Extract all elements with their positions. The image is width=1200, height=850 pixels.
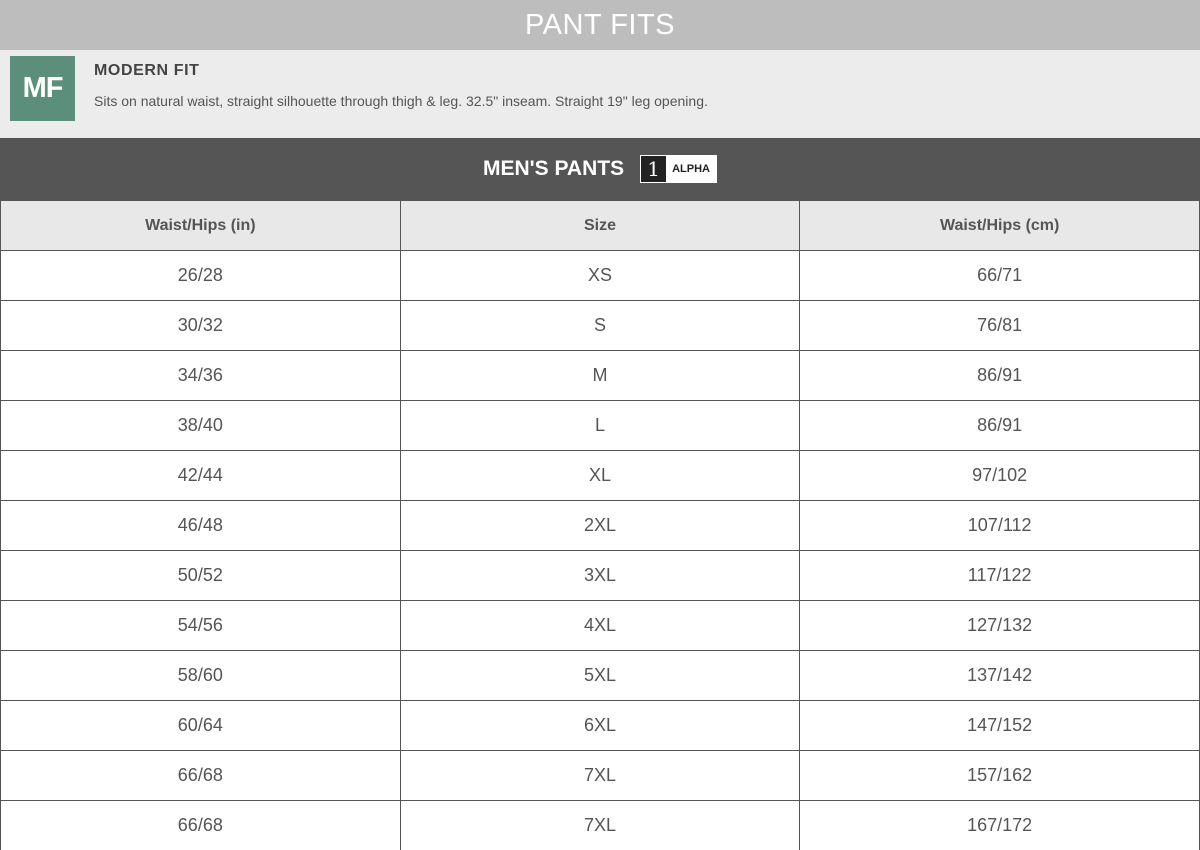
cell-waist-cm: 86/91 (800, 401, 1200, 451)
section-title: MEN'S PANTS (482, 157, 625, 180)
cell-size: M (400, 351, 800, 401)
table-row (1, 351, 1200, 401)
cell-waist-in: 30/32 (1, 301, 401, 351)
cell-waist-in: 58/60 (1, 651, 401, 701)
column-header-size: Size (400, 201, 800, 251)
table-header-row (1, 201, 1200, 251)
cell-size: XS (400, 251, 800, 301)
fit-description: Sits on natural waist, straight silhouette through thigh & leg. 32.5" inseam. Straight 19" leg opening. (94, 93, 708, 109)
cell-waist-in: 66/68 (1, 801, 401, 850)
table-row (1, 401, 1200, 451)
cell-waist-in: 50/52 (1, 551, 401, 601)
size-table (0, 200, 1200, 850)
table-row (1, 801, 1200, 850)
cell-size: 2XL (400, 501, 800, 551)
sizing-tag-label: ALPHA (666, 156, 716, 182)
cell-size: XL (400, 451, 800, 501)
fit-badge-icon: MF (10, 56, 75, 121)
cell-waist-in: 38/40 (1, 401, 401, 451)
cell-waist-in: 54/56 (1, 601, 401, 651)
table-row (1, 701, 1200, 751)
cell-size: 4XL (400, 601, 800, 651)
table-row (1, 551, 1200, 601)
cell-waist-cm: 107/112 (800, 501, 1200, 551)
cell-size: 6XL (400, 701, 800, 751)
cell-waist-cm: 127/132 (800, 601, 1200, 651)
cell-size: S (400, 301, 800, 351)
cell-waist-in: 46/48 (1, 501, 401, 551)
fit-name: MODERN FIT (94, 62, 200, 79)
page-title: PANT FITS (524, 8, 676, 41)
cell-waist-cm: 86/91 (800, 351, 1200, 401)
cell-waist-in: 26/28 (1, 251, 401, 301)
table-row (1, 251, 1200, 301)
cell-size: 7XL (400, 801, 800, 850)
cell-waist-cm: 167/172 (800, 801, 1200, 850)
cell-size: L (400, 401, 800, 451)
title-bar (0, 0, 1200, 50)
section-header (0, 138, 1200, 200)
cell-waist-cm: 66/71 (800, 251, 1200, 301)
sizing-tag-number: 1 (641, 156, 666, 182)
cell-waist-cm: 157/162 (800, 751, 1200, 801)
cell-waist-in: 60/64 (1, 701, 401, 751)
cell-waist-cm: 76/81 (800, 301, 1200, 351)
cell-waist-in: 34/36 (1, 351, 401, 401)
cell-waist-cm: 147/152 (800, 701, 1200, 751)
table-row (1, 751, 1200, 801)
table-row (1, 651, 1200, 701)
sizing-tag (640, 155, 717, 183)
cell-waist-cm: 137/142 (800, 651, 1200, 701)
column-header-waist-cm: Waist/Hips (cm) (800, 201, 1200, 251)
cell-waist-in: 42/44 (1, 451, 401, 501)
cell-size: 5XL (400, 651, 800, 701)
table-row (1, 451, 1200, 501)
cell-waist-in: 66/68 (1, 751, 401, 801)
table-row (1, 601, 1200, 651)
cell-size: 3XL (400, 551, 800, 601)
table-row (1, 301, 1200, 351)
cell-size: 7XL (400, 751, 800, 801)
table-row (1, 501, 1200, 551)
fit-description-row (0, 50, 1200, 138)
cell-waist-cm: 117/122 (800, 551, 1200, 601)
column-header-waist-in: Waist/Hips (in) (1, 201, 401, 251)
cell-waist-cm: 97/102 (800, 451, 1200, 501)
